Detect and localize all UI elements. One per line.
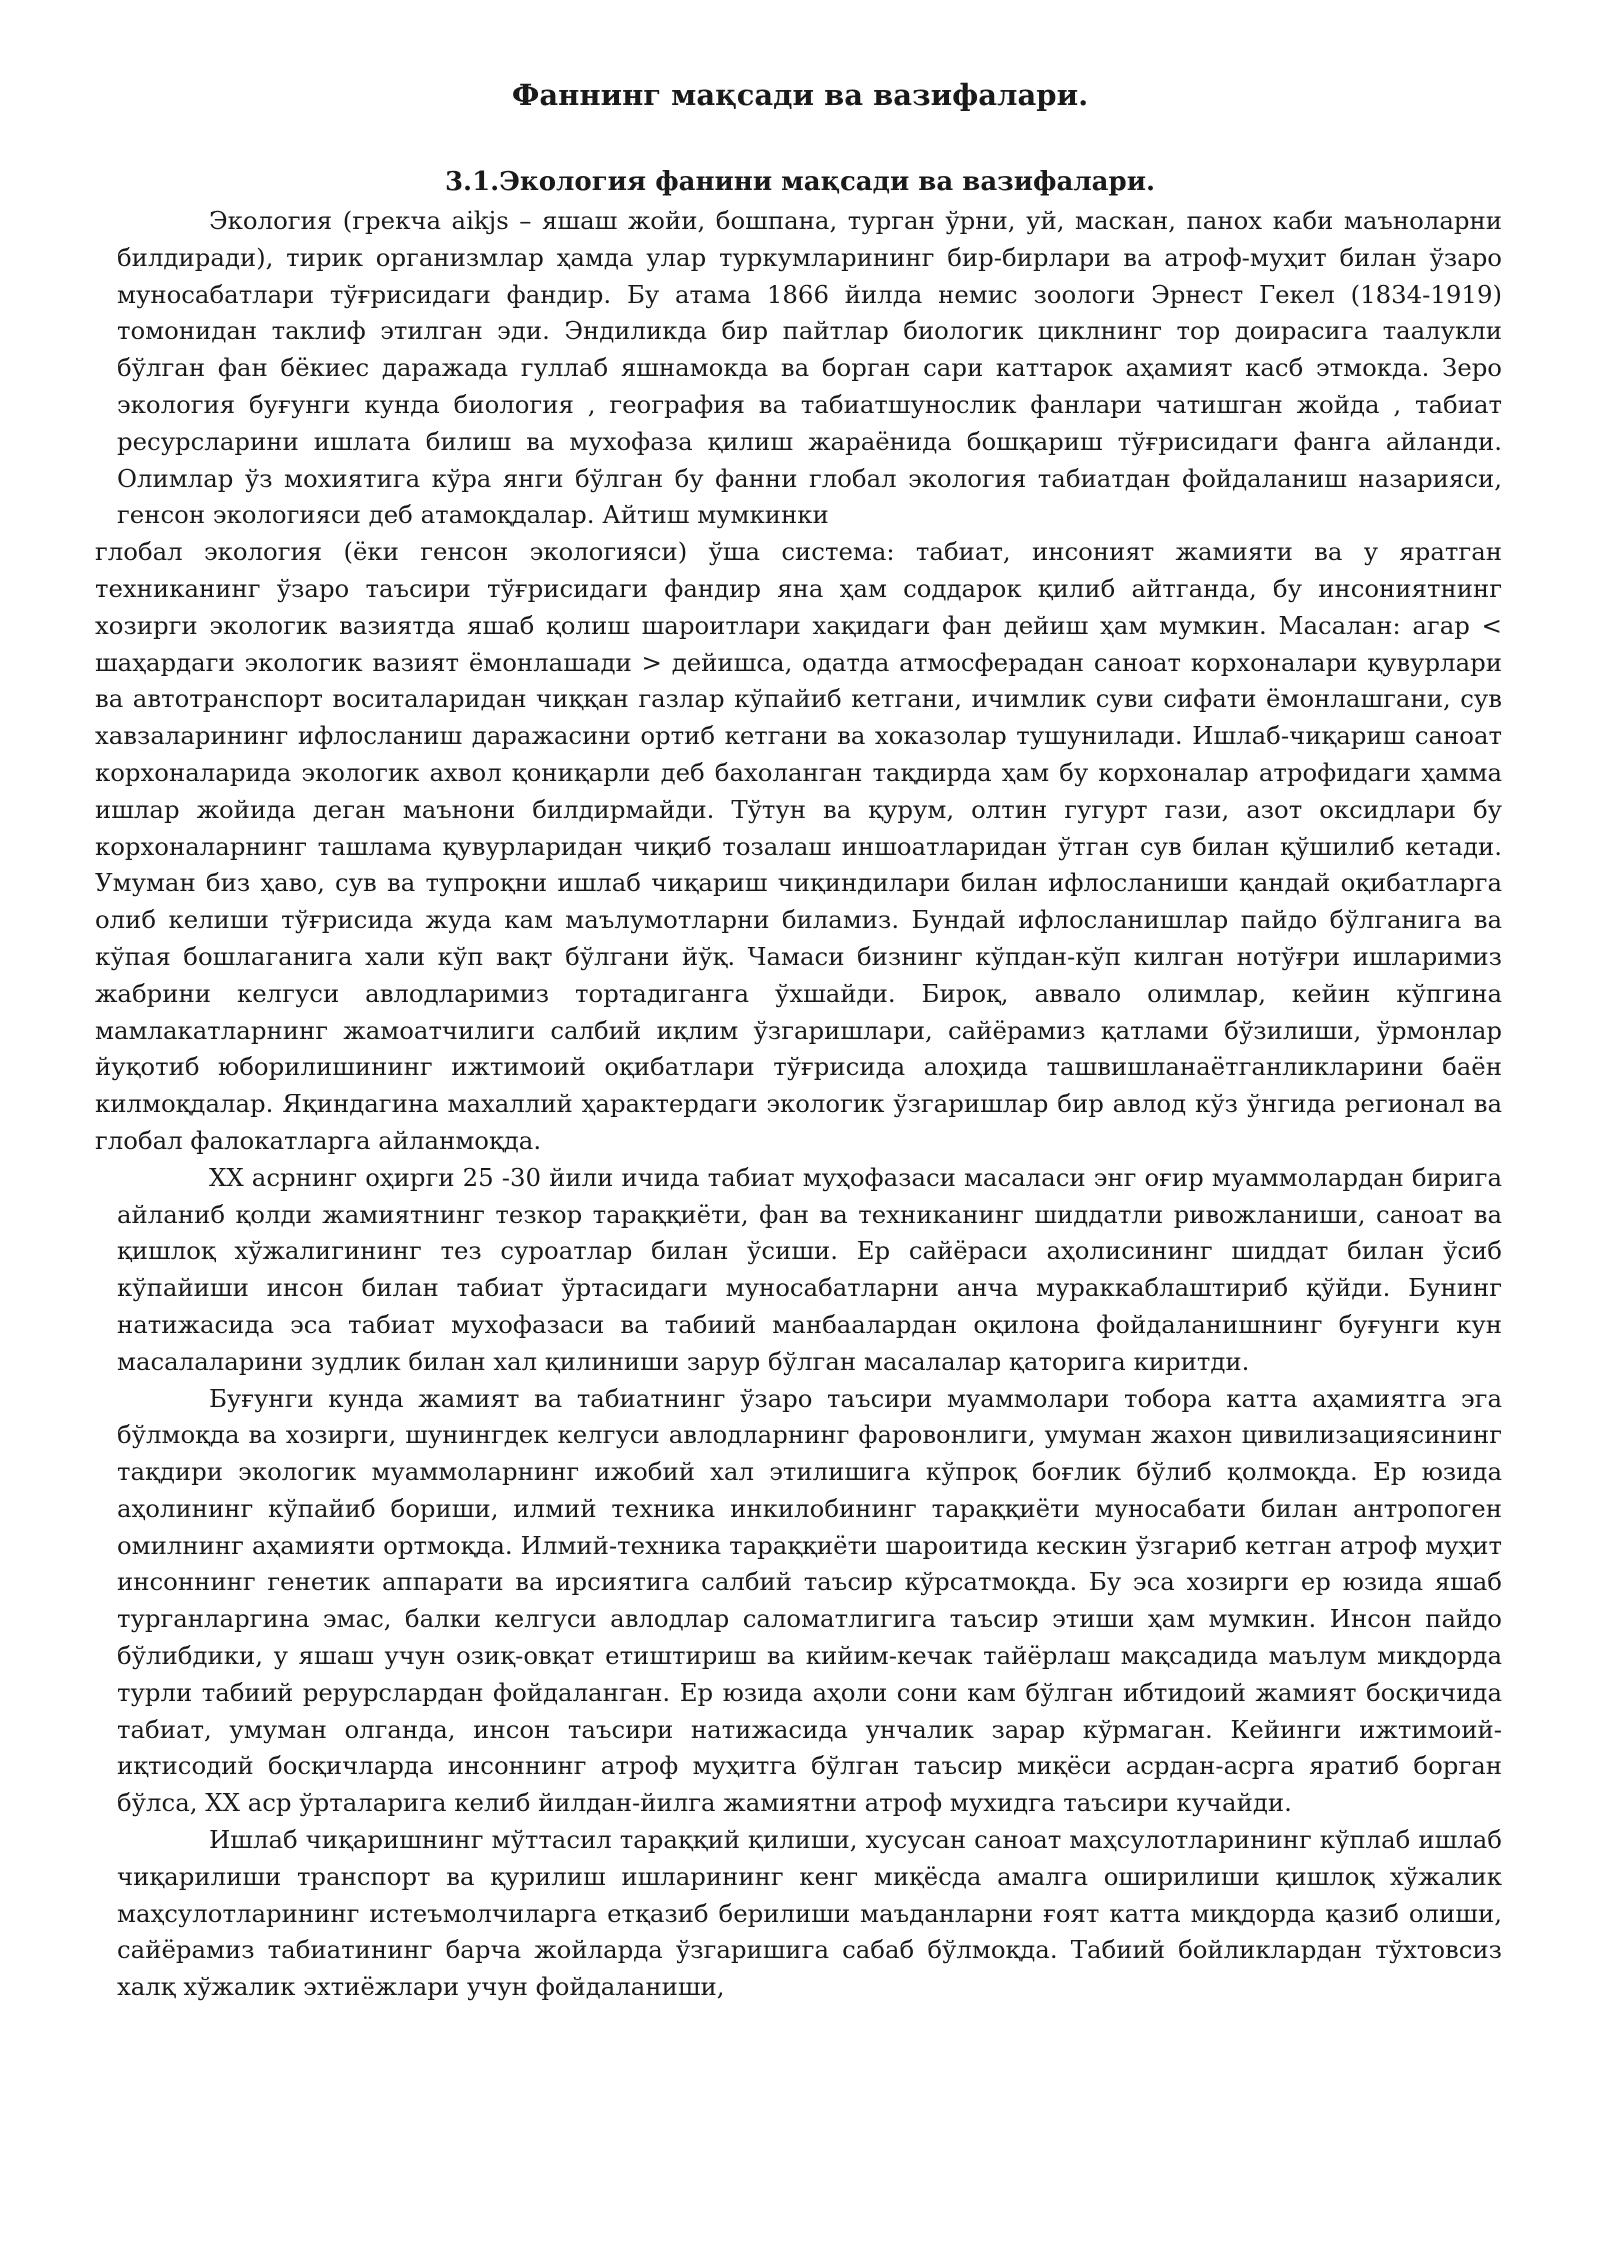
paragraph-2: глобал экология (ёки генсон экологияси) ўша система: табиат, инсоният жамияти ва у яратган техниканинг ўзаро таъсири тўғрисидаги фандир яна ҳам соддарок қилиб айтганда, бу инсониятнинг хозирги экологик вазиятда яшаб қолиш шароитлари хақидаги фан дейиш ҳам мумкин. Масалан: агар < шаҳардаги экологик вазият ёмонлашади > дейишса, одатда атмосферадан саноат корхоналари қувурлари ва автотранспорт воситаларидан чиққан газлар кўпайиб кетгани, ичимлик суви сифати ёмонлашгани, сув хавзаларининг ифлосланиш даражасини ортиб кетгани ва хоказолар тушунилади. Ишлаб-чиқариш саноат корхоналарида экологик ахвол қониқарли деб бахоланган тақдирда ҳам бу корхоналар атрофидаги ҳамма ишлар жойида деган маънони билдирмайди. Тўтун ва қурум, олтин гугурт гази, азот оксидлари бу корхоналарнинг ташлама қувурларидан чиқиб тозалаш иншоатларидан ўтган сув билан қўшилиб кетади. Умуман биз ҳаво, сув ва тупроқни ишлаб чиқариш чиқиндилари билан ифлосланиши қандай оқибатларга олиб келиши тўғрисида жуда кам маълумотларни биламиз. Бундай ифлосланишлар пайдо бўлганига ва кўпая бошлаганига хали кўп вақт бўлгани йўқ. Чамаси бизнинг кўпдан-кўп килган нотўғри ишларимиз жабрини келгуси авлодларимиз тортадиганга ўхшайди. Бироқ, аввало олимлар, кейин кўпгина мамлакатларнинг жамоатчилиги салбий иқлим ўзгаришлари, сайёрамиз қатлами бўзилиши, ўрмонлар йуқотиб юборилишининг ижтимоий оқибатлари тўғрисида алоҳида ташвишланаётганликларини баён килмоқдалар. Яқиндагина махаллий ҳарактердаги экологик ўзгаришлар бир авлод кўз ўнгида регионал ва глобал фалокатларга айланмоқда. xyxy=(95,537,1502,1155)
paragraph-1: Экология (грекча aikjs – яшаш жойи, бошпана, турган ўрни, уй, маскан, панох каби маъноларни билдиради), тирик организмлар ҳамда улар туркумларининг бир-бирлари ва атроф-муҳит билан ўзаро муносабатлари тўғрисидаги фандир. Бу атама 1866 йилда немис зоологи Эрнест Гекел (1834-1919) томонидан таклиф этилган эди. Эндиликда бир пайтлар биологик циклнинг тор доирасига таалукли бўлган фан бёкиес даражада гуллаб яшнамокда ва борган сари каттарок аҳамият касб этмокда. Зеро экология буғунги кунда биология , география ва табиатшунослик фанлари чатишган жойда , табиат ресурсларини ишлата билиш ва мухофаза қилиш жараёнида бошқариш тўғрисидаги фанга айланди. Олимлар ўз мохиятига кўра янги бўлган бу фанни глобал экология табиатдан фойдаланиш назарияси, генсон экологияси деб атамоқдалар. Айтиш мумкинки xyxy=(117,206,1502,530)
paragraph-4: Буғунги кунда жамият ва табиатнинг ўзаро таъсири муаммолари тобора катта аҳамиятга эга бўлмоқда ва хозирги, шунингдек келгуси авлодларнинг фаровонлиги, умуман жахон цивилизациясининг тақдири экологик муаммоларнинг ижобий хал этилишига кўпроқ боғлик бўлиб қолмоқда. Ер юзида аҳолининг кўпайиб бориши, илмий техника инкилобининг тараққиёти муносабати билан антропоген омилнинг аҳамияти ортмоқда. Илмий-техника тараққиёти шароитида кескин ўзгариб кетган атроф муҳит инсоннинг генетик аппарати ва ирсиятига салбий таъсир кўрсатмоқда. Бу эса хозирги ер юзида яшаб турганларгина эмас, балки келгуси авлодлар саломатлигига таъсир этиши ҳам мумкин. Инсон пайдо бўлибдики, у яшаш учун озиқ-овқат етиштириш ва кийим-кечак тайёрлаш мақсадида маълум миқдорда турли табиий рерурслардан фойдаланган. Ер юзида аҳоли сони кам бўлган ибтидоий жамият босқичида табиат, умуман олганда, инсон таъсири натижасида унчалик зарар кўрмаган. Кейинги ижтимоий-иқтисодий босқичларда инсоннинг атроф муҳитга бўлган таъсир миқёси асрдан-асрга яратиб борган бўлса, XX аср ўрталарига келиб йилдан-йилга жамиятни атроф мухидга таъсири кучайди. xyxy=(117,1383,1502,1818)
section-heading: 3.1.Экология фанини мақсади ва вазифалари. xyxy=(444,167,1156,197)
body-text xyxy=(95,203,1502,2006)
paragraph-3: XX асрнинг оҳирги 25 -30 йили ичида табиат муҳофазаси масаласи энг оғир муаммолардан бирига айланиб қолди жамиятнинг тезкор тараққиёти, фан ва техниканинг шиддатли ривожланиши, саноат ва қишлоқ хўжалигининг тез суроатлар билан ўсиши. Ер сайёраси аҳолисининг шиддат билан ўсиб кўпайиши инсон билан табиат ўртасидаги муносабатларни анча мураккаблаштириб қўйди. Бунинг натижасида эса табиат мухофазаси ва табиий манбаалардан оқилона фойдаланишнинг буғунги кун масалаларини зудлик билан хал қилиниши зарур бўлган масалалар қаторига киритди. xyxy=(117,1162,1502,1376)
document-title: Фаннинг мақсади ва вазифалари. xyxy=(511,78,1089,112)
paragraph-5: Ишлаб чиқаришнинг мўттасил тараққий қилиши, хусусан саноат маҳсулотларининг кўплаб ишлаб чиқарилиши транспорт ва қурилиш ишларининг кенг миқёсда амалга оширилиши қишлоқ хўжалик маҳсулотларининг истеъмолчиларга етқазиб берилиши маъданларни ғоят катта миқдорда қазиб олиши, сайёрамиз табиатининг барча жойларда ўзгаришига сабаб бўлмоқда. Табиий бойликлардан тўхтовсиз халқ хўжалик эхтиёжлари учун фойдаланиши, xyxy=(117,1825,1502,2002)
